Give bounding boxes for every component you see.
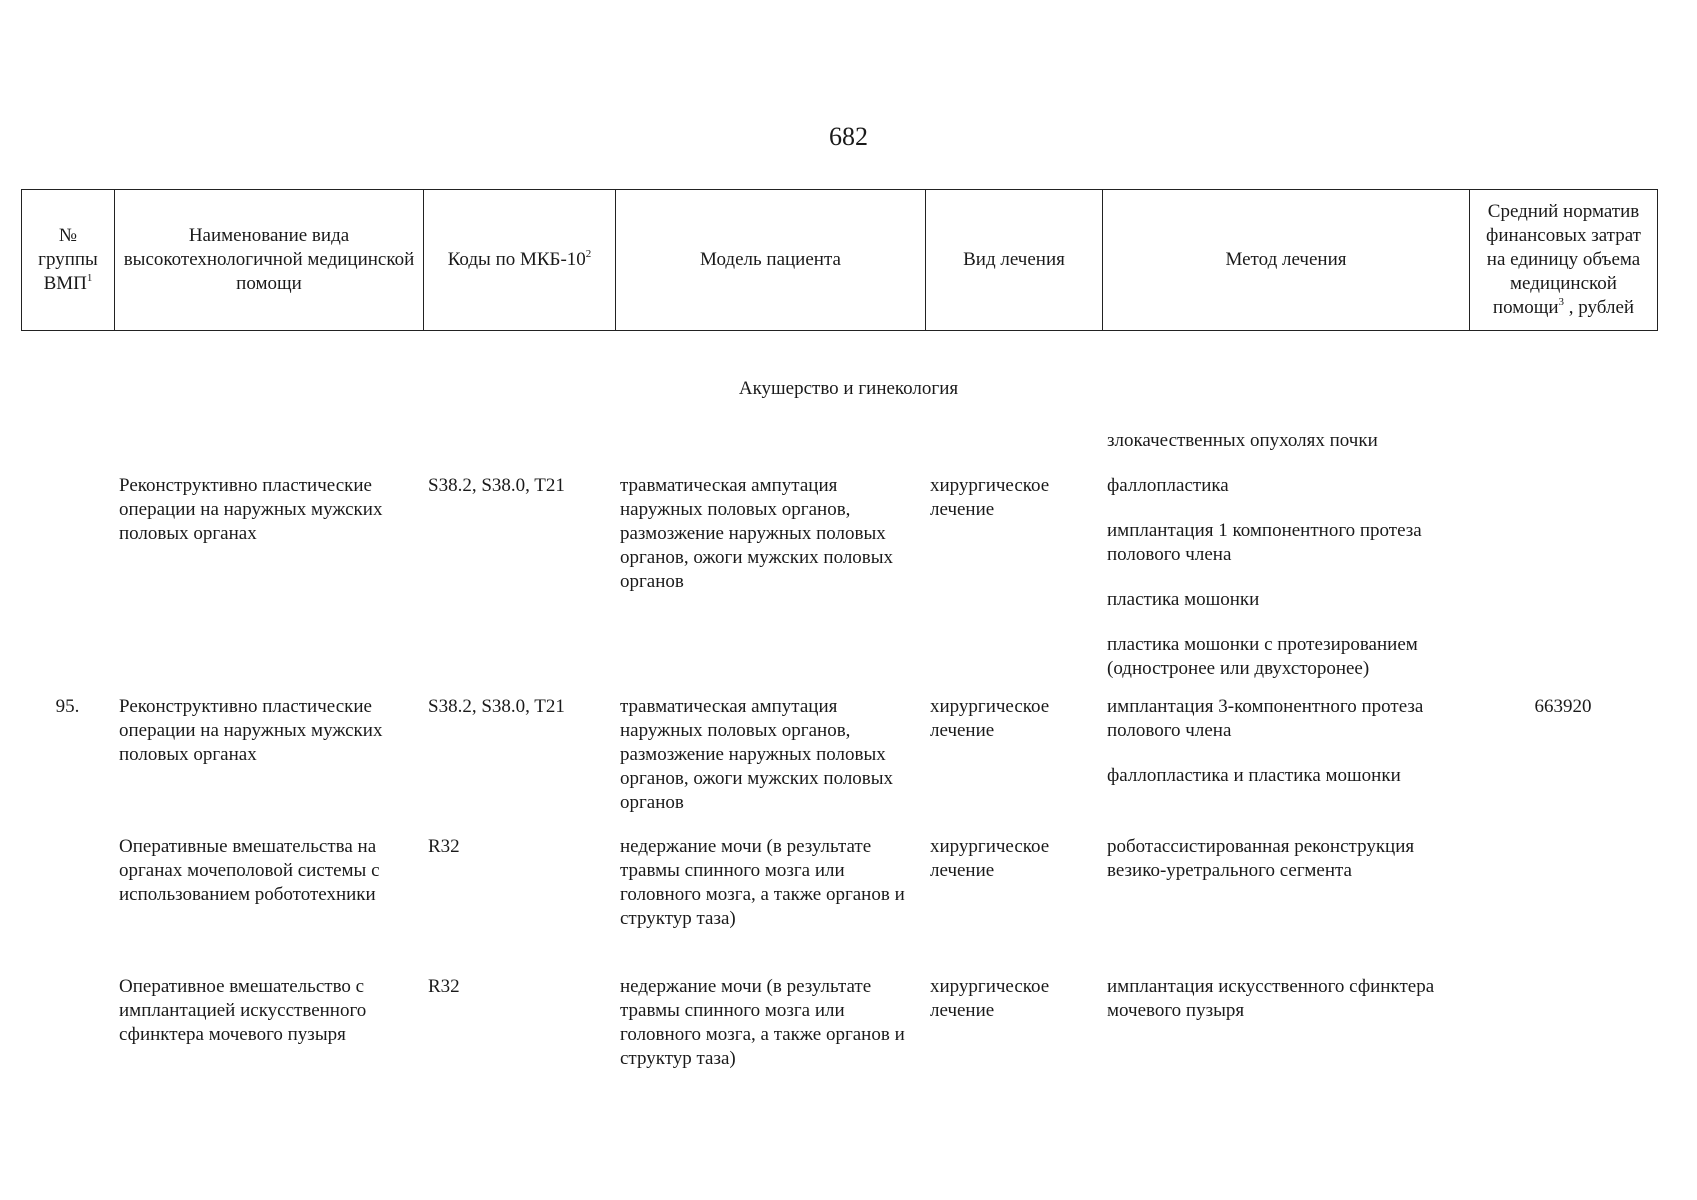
group-number [21, 835, 114, 975]
treatment-type: хирургическое лечение [930, 836, 1050, 881]
icd-codes: R32 [428, 976, 460, 997]
icd-codes: S38.2, S38.0, T21 [428, 475, 565, 496]
method-continuation: злокачественных опухолях почки [1107, 430, 1378, 451]
header-icd-codes: Коды по МКБ-$10^2$ [424, 190, 616, 331]
icd-codes: R32 [428, 836, 460, 857]
table-row [21, 975, 1657, 1071]
treatment-type: хирургическое лечение [930, 976, 1050, 1021]
care-type-name: Реконструктивно пластические операции на наружных мужских половых органах [119, 475, 383, 544]
table-row-continuation [21, 429, 1657, 474]
table-header [21, 189, 1658, 331]
patient-model: травматическая ампутация наружных половых органов, размозжение наружных половых органов, ожоги мужских половых органов [620, 696, 894, 813]
cost-value [1469, 975, 1657, 1071]
care-type-name: Оперативное вмешательство с имплантацией искусственного сфинктера мочевого пузыря [119, 976, 367, 1045]
patient-model: травматическая ампутация наружных половых органов, размозжение наружных половых органов, ожоги мужских половых органов [620, 475, 894, 592]
method-item: фаллопластика и пластика мошонки [1107, 765, 1401, 786]
care-type-name: Оперативные вмешательства на органах мочеполовой системы с использованием робототехники [119, 836, 380, 905]
procedures-table [21, 429, 1657, 1071]
method-item: имплантация 3-компонентного протеза полового члена [1107, 696, 1424, 741]
group-number: 95. [55, 696, 80, 717]
method-item: роботассистированная реконструкция везико-уретрального сегмента [1107, 836, 1415, 881]
header-treatment-method: Метод лечения [1103, 190, 1470, 331]
header-patient-model: Модель пациента [616, 190, 926, 331]
header-care-type-name: Наименование вида высокотехнологичной медицинской помощи [115, 190, 424, 331]
header-treatment-type: Вид лечения [926, 190, 1103, 331]
patient-model: недержание мочи (в результате травмы спинного мозга или головного мозга, а также органов и структур таза) [620, 836, 905, 929]
treatment-type: хирургическое лечение [930, 696, 1050, 741]
header-cost-standard: Средний норматив финансовых затрат на единицу объема медицинской помощи$^3$ , рублей [1470, 190, 1658, 331]
group-number [21, 975, 114, 1071]
header-group-number: № группы ВМП$^1$ [22, 190, 115, 331]
treatment-methods [1102, 474, 1469, 695]
treatment-methods [1102, 835, 1469, 975]
page-number: 682 [829, 122, 868, 151]
cost-value [1469, 474, 1657, 695]
section-title: Акушерство и гинекология [738, 378, 959, 399]
method-item: имплантация искусственного сфинктера мочевого пузыря [1107, 976, 1435, 1021]
method-item: фаллопластика [1107, 475, 1229, 496]
care-type-name: Реконструктивно пластические операции на наружных мужских половых органах [119, 696, 383, 765]
cost-value: 663920 [1534, 696, 1592, 717]
cost-value [1469, 835, 1657, 975]
method-item: имплантация 1 компонентного протеза полового члена [1107, 520, 1422, 565]
treatment-type: хирургическое лечение [930, 475, 1050, 520]
table-row [21, 695, 1657, 835]
icd-codes: S38.2, S38.0, T21 [428, 696, 565, 717]
table-row [21, 474, 1657, 695]
group-number [21, 474, 114, 695]
patient-model: недержание мочи (в результате травмы спинного мозга или головного мозга, а также органов и структур таза) [620, 976, 905, 1069]
table-row [21, 835, 1657, 975]
treatment-methods [1102, 695, 1469, 835]
method-item: пластика мошонки с протезированием (одностронее или двухсторонее) [1107, 634, 1418, 679]
treatment-methods [1102, 975, 1469, 1071]
method-item: пластика мошонки [1107, 589, 1260, 610]
